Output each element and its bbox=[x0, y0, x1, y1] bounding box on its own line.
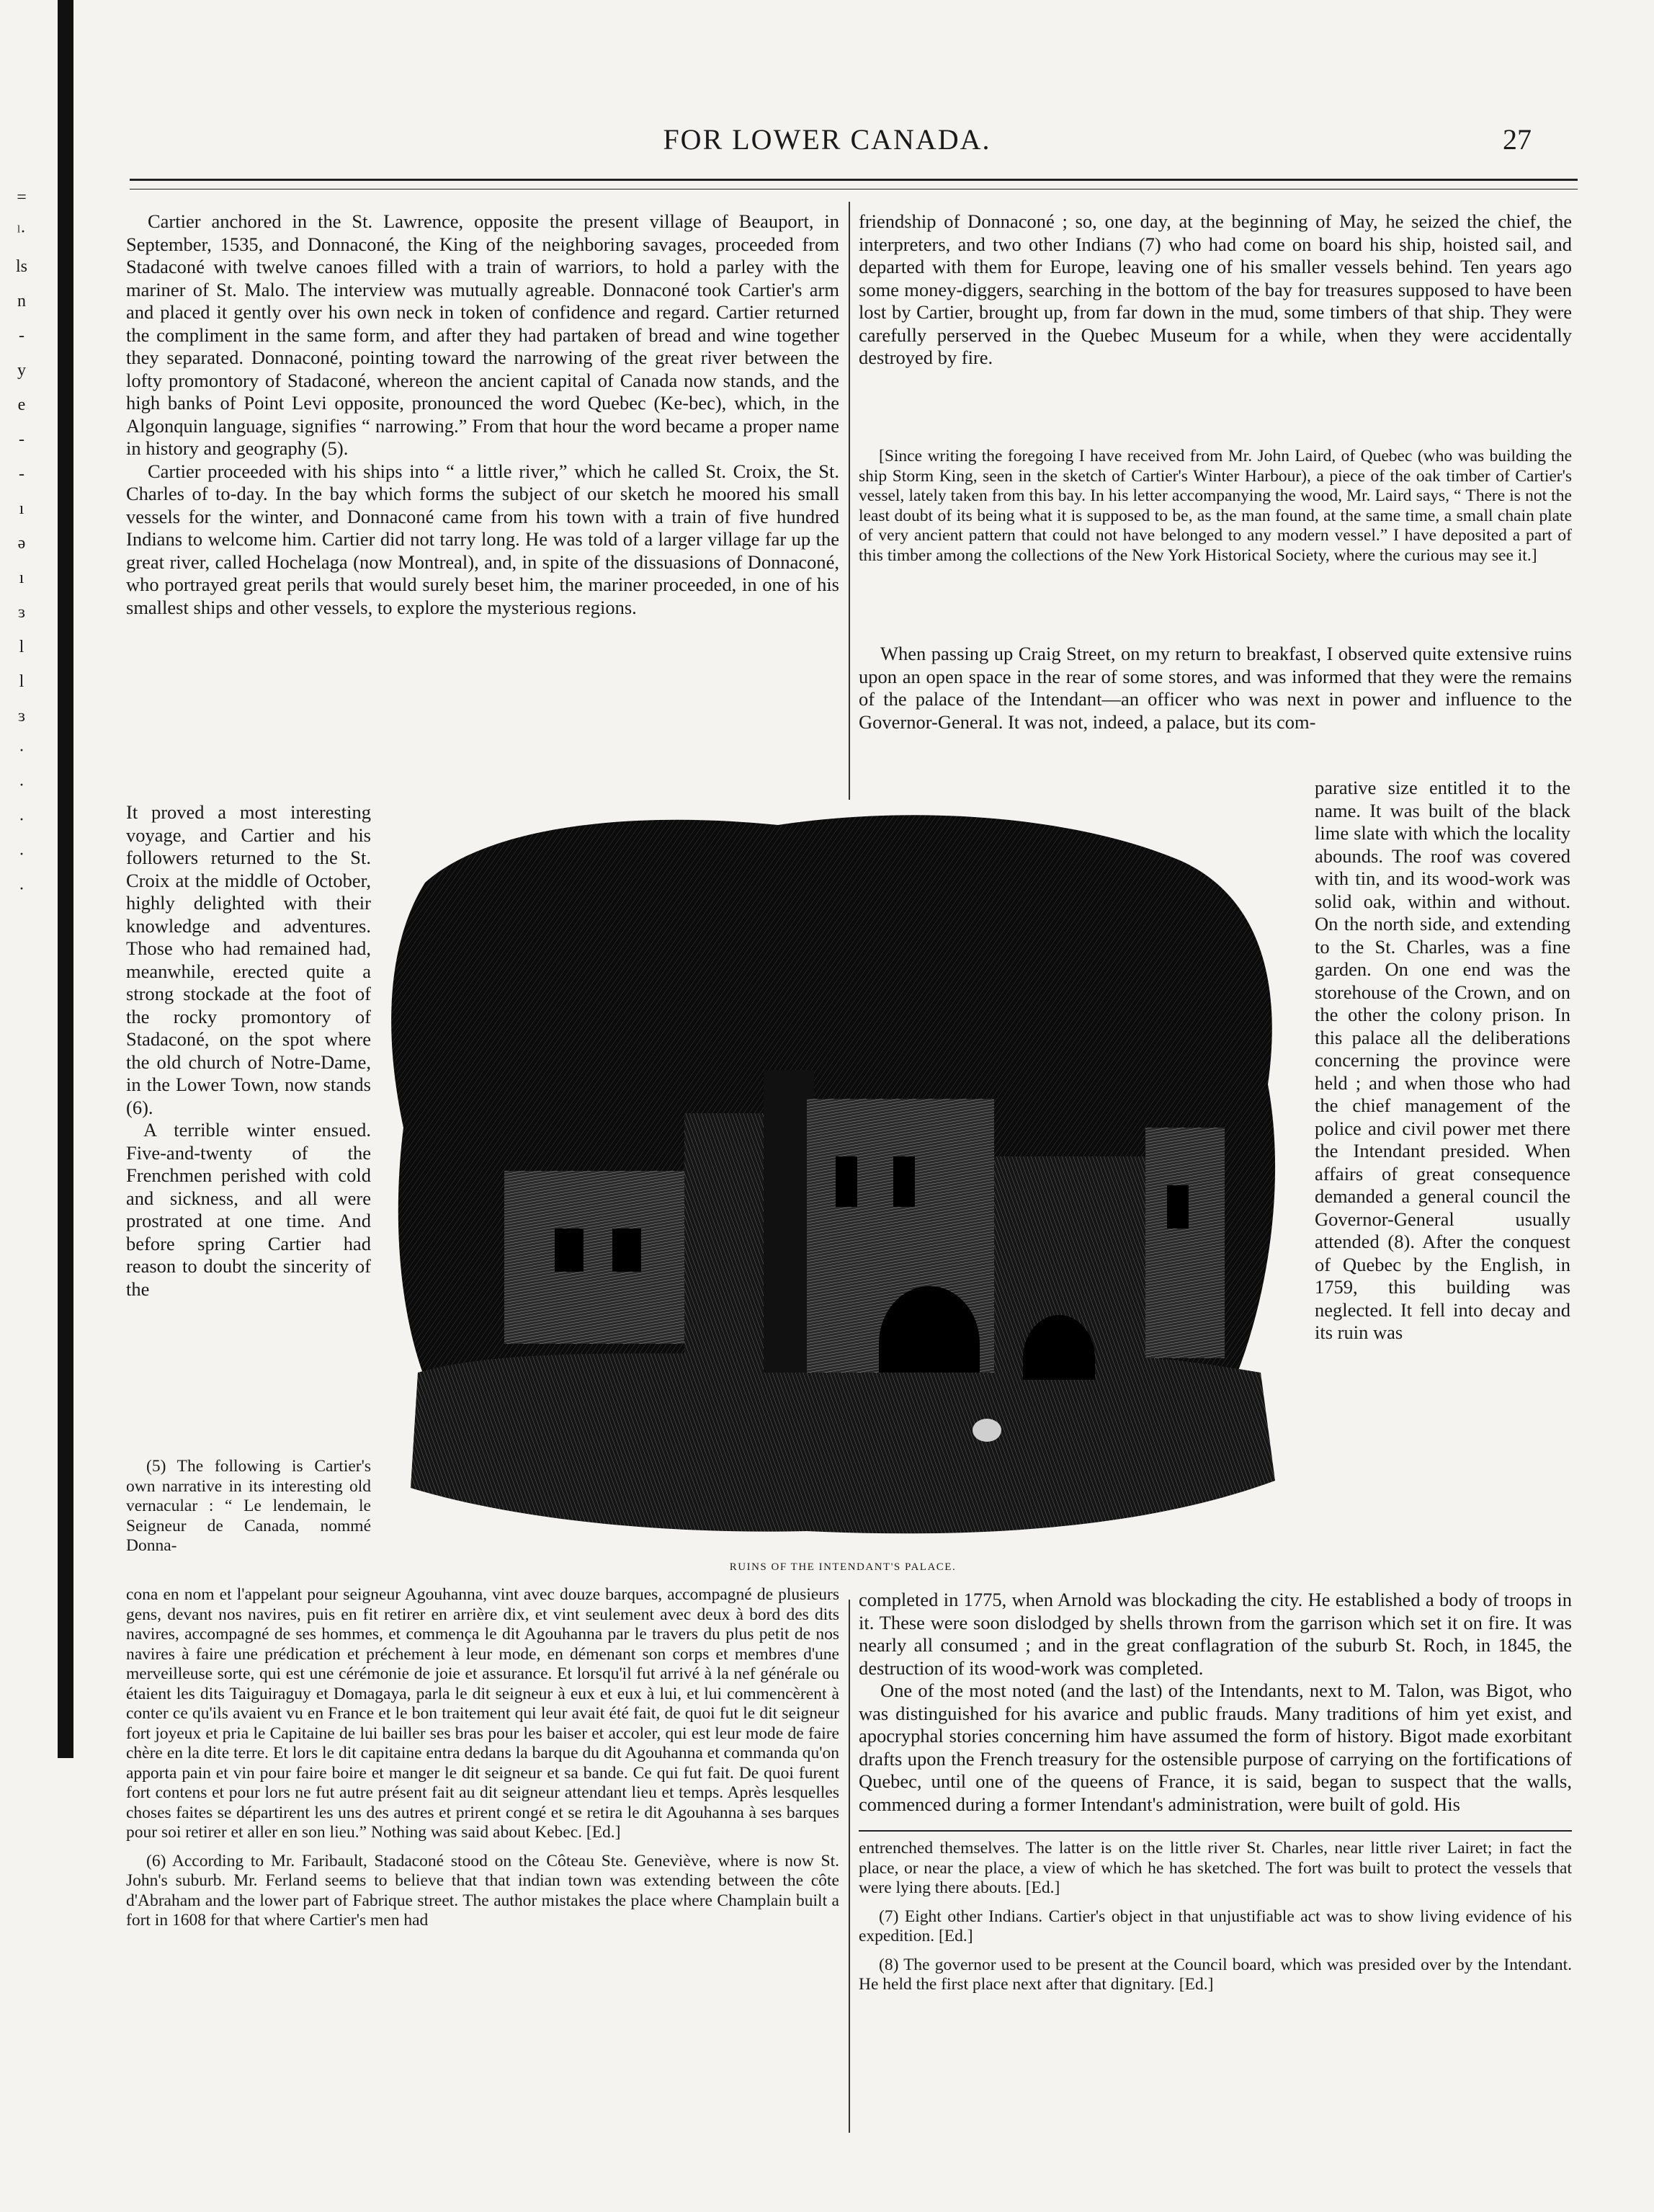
margin-glyph: · bbox=[19, 776, 24, 795]
right-column-text bbox=[859, 210, 1572, 370]
margin-bleed-through bbox=[0, 180, 43, 906]
paragraph: One of the most noted (and the last) of the Intendants, next to M. Talon, was Bigot, who was distinguished for his avarice and public frauds. Many traditions of him yet exist, and apocryphal stories concerning him have assumed the form of history. Bigot made exorbitant drafts upon the French treasury for the ostensible purpose of carrying on the fortifications of Quebec, until one of the queens of France, it is said, began to suspect that the walls, commenced during a former Intendant's administration, were built of gold. His bbox=[859, 1680, 1572, 1815]
paragraph: completed in 1775, when Arnold was blockading the city. He established a body of troops in it. These were soon dislodged by shells thrown from the garrison which set it on fire. It was nearly all consumed ; and in the great conflagration of the suburb St. Roch, in 1845, the destruction of its wood-work was completed. bbox=[859, 1589, 1572, 1679]
engraving-figure bbox=[375, 796, 1311, 1578]
footnote-rule bbox=[859, 1830, 1572, 1832]
left-column-text bbox=[126, 210, 839, 619]
footnote: cona en nom et l'appelant pour seigneur Agouhanna, vint avec douze barques, accompagné de plusieurs gens, devant nos navires, puis en fit retirer en arrière dix, et vint seulement avec deux à bord des dits navires, accompagné de ses hommes, et commença le dit Agouhanna par le travers du plus petit de nos navires à faire une prédication et préchement à leur mode, en démenant son corps et membres d'une merveilleuse sorte, qui est une cérémonie de joie et assurance. Et lorsqu'il fut arrivé à la nef générale ou étaient les dits Taiguiraguy et Domagaya, parla le dit seigneur à eux et eux à lui, et lui commencèrent à conter ce qu'ils avaient vu en France et le bon traitement qui leur avait été fait, de quoi fut le dit seigneur fort joyeux et pria le Capitaine de lui bailler ses bras pour les baiser et accoler, qui est leur mode de faire chère en la dite terre. Et lors le dit capitaine entra dedans la barque du dit Agouhanna et commanda qu'on apporta pain et vin pour faire boire et manger le dit seigneur et sa bande. Ce qui fut fait. De quoi furent fort contens et pour lors ne fut autre présent fait au dit seigneur attendant lieu et temps. Après lesquelles choses faites se départirent les uns des autres et prirent congé et se retira le dit Agouhanna à ses barques pour soi retirer et aller en son lieu.” Nothing was said about Kebec. [Ed.] bbox=[126, 1585, 839, 1842]
paragraph: A terrible winter ensued. Five-and-twenty of the Frenchmen perished with cold and sickness, and all were prostrated at one time. And before spring Cartier had reason to doubt the sincerity of the bbox=[126, 1119, 371, 1300]
margin-glyph: y bbox=[17, 361, 26, 380]
right-lower-text bbox=[859, 1589, 1572, 1816]
right-footnotes bbox=[859, 1839, 1572, 2004]
footnote: (7) Eight other Indians. Cartier's object in that unjustifiable act was to show living evidence of his expedition. [Ed.] bbox=[859, 1906, 1572, 1945]
margin-glyph: ı bbox=[19, 499, 24, 518]
margin-glyph: ˡ· bbox=[17, 223, 26, 241]
figure-caption: RUINS OF THE INTENDANT'S PALACE. bbox=[729, 1561, 957, 1573]
paragraph: Cartier anchored in the St. Lawrence, opposite the present village of Beauport, in September, 1535, and Donnaconé, the King of the neighboring savages, proceeded from Stadaconé with twelve canoes filled with a train of warriors, to hold a parley with the mariner of St. Malo. The interview was mutually agreable. Donnaconé took Cartier's arm and placed it gently over his own neck in token of confidence and regard. Cartier returned the compliment in the same form, and after they had partaken of bread and wine together they separated. Donnaconé, pointing toward the narrowing of the great river between the lofty promontory of Stadaconé, whereon the ancient capital of Canada now stands, and the high banks of Point Levi opposite, pronounced the word Quebec (Ke-bec), which, in the Algonquin language, signifies “ narrowing.” From that hour the word became a proper name in history and geography (5). bbox=[126, 210, 839, 459]
margin-glyph: - bbox=[19, 326, 24, 345]
margin-glyph: - bbox=[19, 430, 24, 449]
footnote-5-head bbox=[126, 1457, 371, 1565]
right-wrap-text bbox=[1315, 777, 1570, 1344]
paragraph: Cartier proceeded with his ships into “ a little river,” which he called St. Croix, the St. Charles of to-day. In the bay which forms the subject of our sketch he moored his small vessels for the winter, and Donnaconé came from his town with a train of five hundred Indians to welcome him. Cartier did not tarry long. He was told of a larger village far up the great river, called Hochelaga (now Montreal), and, in spite of the dissuasions of Donnaconé, who portrayed great perils that would surely beset him, the mariner proceeded, in one of his smallest ships and other vessels, to explore the mysterious regions. bbox=[126, 460, 839, 618]
footnote-5-tail bbox=[126, 1585, 839, 1940]
left-wrap-text bbox=[126, 801, 371, 1301]
column-divider-lower bbox=[849, 1600, 850, 2133]
paragraph: It proved a most interesting voyage, and Cartier and his followers returned to the St. Croix at the middle of October, highly delighted with their knowledge and adventures. Those who had remained had, meanwhile, erected quite a strong stockade at the foot of the rocky promontory of Stadaconé, on the spot where the old church of Notre-Dame, in the Lower Town, now stands (6). bbox=[126, 801, 371, 1118]
note: [Since writing the foregoing I have received from Mr. John Laird, of Quebec (who was building the ship Storm King, seen in the sketch of Cartier's Winter Harbour), a piece of the oak timber of Cartier's vessel, lately taken from this bay. In his letter accompanying the wood, Mr. Laird says, “ There is not the least doubt of its being what it is supposed to be, as the man found, at the same time, a small chain plate of very ancient pattern that could not have belonged to any modern vessel.” I have deposited a part of this timber among the collections of the New York Historical Society, where the curious may see it.] bbox=[859, 447, 1572, 565]
margin-glyph: · bbox=[19, 741, 24, 760]
margin-glyph: ls bbox=[15, 257, 27, 276]
page-header bbox=[0, 122, 1654, 166]
margin-glyph: e bbox=[17, 396, 26, 414]
ruins-engraving bbox=[375, 796, 1311, 1546]
footnote: (8) The governor used to be present at the Council board, which was presided over by the Intendant. He held the first place next after that dignitary. [Ed.] bbox=[859, 1955, 1572, 1994]
margin-glyph: l bbox=[19, 638, 24, 656]
margin-glyph: ɜ bbox=[17, 707, 26, 726]
margin-glyph: - bbox=[19, 465, 24, 483]
running-title: FOR LOWER CANADA. bbox=[663, 123, 991, 156]
footnote: entrenched themselves. The latter is on the little river St. Charles, near little river Lairet; in fact the place, or near the place, a view of which he has sketched. The fort was built to protect the vessels that were lying there abouts. [Ed.] bbox=[859, 1839, 1572, 1897]
margin-glyph: · bbox=[19, 845, 24, 864]
paragraph: friendship of Donnaconé ; so, one day, at the beginning of May, he seized the chief, the interpreters, and two other Indians (7) who had come on board his ship, hoisted sail, and departed with them for Europe, leaving one of his smaller vessels behind. Ten years ago some money-diggers, searching in the bottom of the bay for treasures supposed to have been lost by Cartier, brought up, from far down in the mud, some timbers of that ship. They were carefully perserved in the Quebec Museum for a while, when they were accidentally destroyed by fire. bbox=[859, 210, 1572, 368]
right-column-text-2 bbox=[859, 643, 1572, 733]
paragraph: parative size entitled it to the name. It was built of the black lime slate with which the locality abounds. The roof was covered with tin, and its wood-work was solid oak, within and without. On the north side, and extending to the St. Charles, was a fine garden. On one end was the storehouse of the Crown, and on the other the colony prison. In this palace all the deliberations concerning the province were held ; and when those who had the chief management of the police and civil power met there the Intendant presided. When affairs of great consequence demanded a general council the Governor-General usually attended (8). After the conquest of Quebec by the English, in 1759, this building was neglected. It fell into decay and its ruin was bbox=[1315, 777, 1570, 1343]
paragraph: When passing up Craig Street, on my return to breakfast, I observed quite extensive ruins upon an open space in the rear of some stores, and was informed that they were the remains of the palace of the Intendant—an officer who was next in power and influence to the Governor-General. It was not, indeed, a palace, but its com- bbox=[859, 643, 1572, 733]
margin-glyph: n bbox=[17, 292, 26, 311]
bracket-note bbox=[859, 447, 1572, 574]
column-divider bbox=[849, 202, 850, 800]
margin-glyph: ɜ bbox=[17, 603, 26, 622]
margin-glyph: = bbox=[17, 188, 27, 207]
margin-glyph: ı bbox=[19, 568, 24, 587]
ground-mass bbox=[411, 1348, 1275, 1533]
moon-glow bbox=[973, 1419, 1001, 1442]
scan-binding-edge bbox=[58, 0, 73, 1758]
footnote: (6) According to Mr. Faribault, Stadaconé stood on the Côteau Ste. Geneviève, where is now St. John's suburb. Mr. Ferland seems to believe that that indian town was extending between the côte d'Abraham and the lower part of Fabrique street. The author mistakes the place where Champlain built a fort in 1608 for that where Cartier's men had bbox=[126, 1851, 839, 1930]
margin-glyph: l bbox=[19, 672, 24, 691]
margin-glyph: ə bbox=[17, 534, 26, 553]
page-number: 27 bbox=[1503, 123, 1532, 156]
margin-glyph: · bbox=[19, 811, 24, 829]
header-rule bbox=[130, 179, 1578, 181]
footnote: (5) The following is Cartier's own narrative in its interesting old vernacular : “ Le lendemain, le Seigneur de Canada, nommé Donna- bbox=[126, 1457, 371, 1555]
margin-glyph: · bbox=[19, 880, 24, 898]
